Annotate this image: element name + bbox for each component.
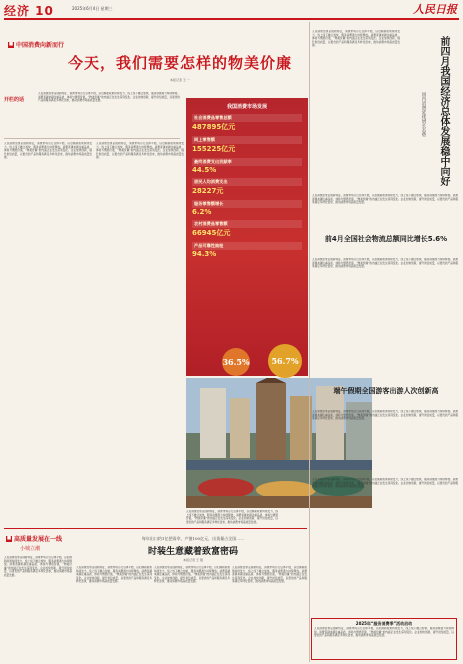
bottom-column-3: 人民消费需求呈现新特征，消费市场运行总体平稳，以旧换新政策持续发力，线上线下融合加快，服务消费潜力持续释放。消费者越来越注重品质、体验与情感价值，“物美价廉”的内涵正在发生深刻变化。企业加快创新，提升供给质量，以更优的产品和服务满足多样化需求，推动消费市场高质量发展。 xyxy=(154,566,230,584)
masthead-rule xyxy=(4,18,459,20)
section-badge-label: 中国消费向新而行 xyxy=(16,42,65,49)
masthead xyxy=(0,0,463,18)
infographic-block-title: 最终消费支出贡献率 xyxy=(192,158,302,166)
bottom-column-2: 人民消费需求呈现新特征，消费市场运行总体平稳，以旧换新政策持续发力，线上线下融合加快，服务消费潜力持续释放。消费者越来越注重品质、体验与情感价值，“物美价廉”的内涵正在发生深刻变化。企业加快创新，提升供给质量，以更优的产品和服务满足多样化需求，推动消费市场高质量发展。 xyxy=(76,566,152,584)
bottom-column-4: 人民消费需求呈现新特征，消费市场运行总体平稳，以旧换新政策持续发力，线上线下融合加快，服务消费潜力持续释放。消费者越来越注重品质、体验与情感价值，“物美价廉”的内涵正在发生深刻变化。企业加快创新，提升供给质量，以更优的产品和服务满足多样化需求，推动消费市场高质量发展。 xyxy=(232,566,307,584)
infographic-block-title: 社会消费品零售总额 xyxy=(192,114,302,122)
bottom-headline: 时装生意藏着致富密码 xyxy=(147,547,238,557)
stat-circle-a: 36.5% xyxy=(222,348,250,376)
right-story-1-body: 人民消费需求呈现新特征，消费市场运行总体平稳，以旧换新政策持续发力，线上线下融合加快，服务消费潜力持续释放。消费者越来越注重品质、体验与情感价值，“物美价廉”的内涵正在发生深刻变化。企业加快创新，提升供给质量，以更优的产品和服务满足多样化需求，推动消费市场高质量发展。 xyxy=(312,30,400,48)
stat-circle-b: 56.7% xyxy=(268,344,302,378)
right-vertical-subheadline: 国内消费延续增长态势 xyxy=(421,92,426,137)
infographic-block-title: 产品可靠性抽检 xyxy=(192,242,302,250)
infographic-block-value: 155225亿元 xyxy=(192,145,236,153)
infographic-block-title: 网上零售额 xyxy=(192,136,302,144)
badge-square-icon: ■ xyxy=(8,41,14,47)
article-column-3-tail: 人民消费需求呈现新特征，消费市场运行总体平稳，以旧换新政策持续发力，线上线下融合加快，服务消费潜力持续释放。消费者越来越注重品质、体验与情感价值，“物美价廉”的内涵正在发生深刻变化。企业加快创新，提升供给质量，以更优的产品和服务满足多样化需求，推动消费市场高质量发展。 xyxy=(186,510,278,524)
lead-paragraph: 人民消费需求呈现新特征，消费市场运行总体平稳，以旧换新政策持续发力，线上线下融合加快，服务消费潜力持续释放。消费者越来越注重品质、体验与情感价值，“物美价廉”的内涵正在发生深刻变化。企业加快创新，提升供给质量，以更优的产品和服务满足多样化需求，推动消费市场高质量发展。 xyxy=(38,92,180,103)
main-byline: 本报记者 王 一 xyxy=(170,78,190,82)
bottom-badge-label: 高质量发展在一线 xyxy=(14,536,63,543)
section-title: 经济 10 xyxy=(4,4,54,18)
right-story-1-tail: 人民消费需求呈现新特征，消费市场运行总体平稳，以旧换新政策持续发力，线上线下融合加快，服务消费潜力持续释放。消费者越来越注重品质、体验与情感价值，“物美价廉”的内涵正在发生深刻变化。企业加快创新，提升供给质量，以更优的产品和服务满足多样化需求，推动消费市场高质量发展。 xyxy=(312,194,458,205)
bottom-kicker: 每年出口约1亿把雨伞，产值100亿元，出货量占全国…… xyxy=(141,536,245,541)
highlighted-news-body: 人民消费需求呈现新特征，消费市场运行总体平稳，以旧换新政策持续发力，线上线下融合加快，服务消费潜力持续释放。消费者越来越注重品质、体验与情感价值，“物美价廉”的内涵正在发生深刻变化。企业加快创新，提升供给质量，以更优的产品和服务满足多样化需求，推动消费市场高质量发展。 xyxy=(314,627,454,638)
infographic-block-value: 28227元 xyxy=(192,187,224,195)
badge-square-icon-2: ■ xyxy=(6,535,12,541)
section-badge xyxy=(8,40,64,49)
infographic-blocks xyxy=(192,114,302,258)
bottom-column-1: 人民消费需求呈现新特征，消费市场运行总体平稳，以旧换新政策持续发力，线上线下融合加快，服务消费潜力持续释放。消费者越来越注重品质、体验与情感价值，“物美价廉”的内涵正在发生深刻变化。企业加快创新，提升供给质量，以更优的产品和服务满足多样化需求，推动消费市场高质量发展。 xyxy=(4,556,72,577)
infographic-block-value: 6.2% xyxy=(192,208,212,216)
story-3-body: 人民消费需求呈现新特征，消费市场运行总体平稳，以旧换新政策持续发力，线上线下融合加快，服务消费潜力持续释放。消费者越来越注重品质、体验与情感价值，“物美价廉”的内涵正在发生深刻变化。企业加快创新，提升供给质量，以更优的产品和服务满足多样化需求，推动消费市场高质量发展。 xyxy=(312,410,458,421)
infographic-block-value: 66945亿元 xyxy=(192,229,231,237)
infographic-title: 我国消费市场发展 xyxy=(226,104,267,110)
column-intro-label: 开栏的话 xyxy=(4,97,25,103)
article-column-1: 人民消费需求呈现新特征，消费市场运行总体平稳，以旧换新政策持续发力，线上线下融合加快，服务消费潜力持续释放。消费者越来越注重品质、体验与情感价值，“物美价廉”的内涵正在发生深刻变化。企业加快创新，提升供给质量，以更优的产品和服务满足多样化需求，推动消费市场高质量发展。 xyxy=(4,142,92,160)
infographic-block-title: 居民人均消费支出 xyxy=(192,178,302,186)
infographic-block-title: 农村消费品零售额 xyxy=(192,220,302,228)
article-column-2: 人民消费需求呈现新特征，消费市场运行总体平稳，以旧换新政策持续发力，线上线下融合加快，服务消费潜力持续释放。消费者越来越注重品质、体验与情感价值，“物美价廉”的内涵正在发生深刻变化。企业加快创新，提升供给质量，以更优的产品和服务满足多样化需求，推动消费市场高质量发展。 xyxy=(96,142,184,160)
bottom-sub-label: 小城立潮 xyxy=(20,546,41,552)
highlighted-news-box xyxy=(311,618,457,660)
lead-divider xyxy=(4,138,180,139)
infographic-block-value: 487895亿元 xyxy=(192,123,236,131)
main-headline: 今天，我们需要怎样的物美价廉 xyxy=(67,54,292,72)
column-divider xyxy=(309,22,310,662)
story-2-headline: 前4月全国社会物流总额同比增长5.6% xyxy=(324,235,448,243)
consumption-infographic xyxy=(186,98,308,376)
infographic-block-value: 44.5% xyxy=(192,166,217,174)
story-3-headline: 端午假期全国游客出游人次创新高 xyxy=(333,387,439,395)
bottom-byline: 本报记者 王 强 xyxy=(183,558,203,562)
right-vertical-headline: 前四月我国经济总体发展稳中向好 xyxy=(438,36,449,186)
highlighted-news-title: 2025年“服务消费季”活动启动 xyxy=(355,621,413,626)
infographic-block-value: 94.3% xyxy=(192,250,217,258)
bottom-section-badge xyxy=(6,534,62,543)
story-3-body-cont: 人民消费需求呈现新特征，消费市场运行总体平稳，以旧换新政策持续发力，线上线下融合加快，服务消费潜力持续释放。消费者越来越注重品质、体验与情感价值，“物美价廉”的内涵正在发生深刻变化。企业加快创新，提升供给质量，以更优的产品和服务满足多样化需求，推动消费市场高质量发展。 xyxy=(312,478,458,489)
newspaper-logo: 人民日报 xyxy=(413,3,457,16)
story-2-body: 人民消费需求呈现新特征，消费市场运行总体平稳，以旧换新政策持续发力，线上线下融合加快，服务消费潜力持续释放。消费者越来越注重品质、体验与情感价值，“物美价廉”的内涵正在发生深刻变化。企业加快创新，提升供给质量，以更优的产品和服务满足多样化需求，推动消费市场高质量发展。 xyxy=(312,258,458,269)
issue-date: 2025年6月4日 星期三 xyxy=(72,6,113,11)
infographic-block-title: 服务零售额增长 xyxy=(192,200,302,208)
bottom-section-rule xyxy=(4,528,307,529)
